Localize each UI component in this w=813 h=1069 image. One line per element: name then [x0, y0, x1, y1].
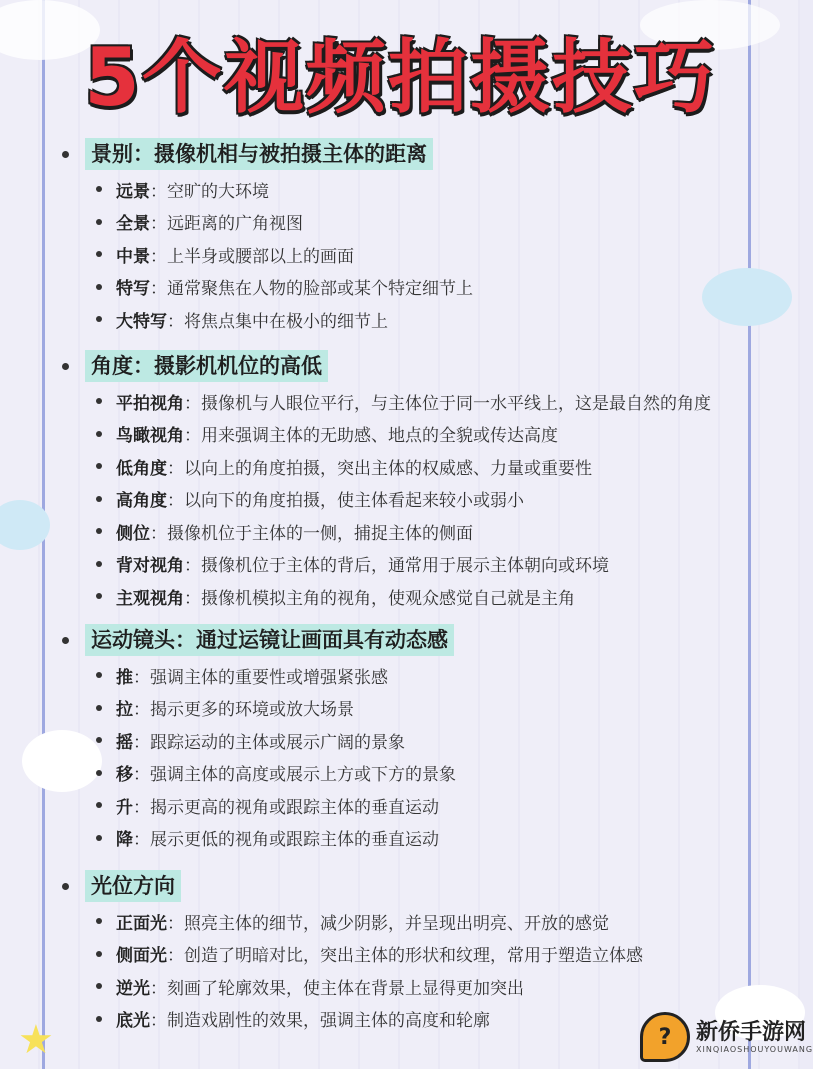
item-term: 推: [116, 667, 133, 688]
item-separator: ：: [133, 732, 150, 753]
item-separator: ：: [133, 830, 150, 850]
item-description: 通常聚焦在人物的脸部或某个特定细节上: [167, 279, 473, 299]
item-separator: ：: [167, 913, 184, 934]
item-separator: ：: [150, 279, 167, 299]
list-item: [96, 693, 756, 723]
item-text: [116, 421, 756, 446]
item-description: 摄像机与人眼位平行，与主体位于同一水平线上，这是最自然的角度: [201, 393, 711, 414]
page-title: 5个视频拍摄技巧: [84, 31, 716, 124]
bullet-icon: [62, 363, 69, 370]
item-term: 低角度: [116, 458, 167, 479]
bullet-icon: [96, 1016, 102, 1022]
bullet-icon: [96, 496, 102, 502]
bullet-icon: [96, 835, 102, 841]
bullet-icon: [96, 463, 102, 469]
list-item: [96, 939, 756, 969]
item-description: 刻画了轮廓效果，使主体在背景上显得更加突出: [167, 978, 524, 999]
item-description: 摄像机位于主体的背后，通常用于展示主体朝向或环境: [201, 556, 609, 576]
item-separator: ：: [150, 214, 167, 234]
item-text: [116, 389, 756, 414]
item-description: 空旷的大环境: [167, 181, 269, 202]
item-text: [116, 760, 756, 785]
item-text: [116, 486, 756, 511]
list-item: [96, 207, 756, 237]
item-text: [116, 454, 756, 479]
item-separator: ：: [150, 523, 167, 544]
item-term: 鸟瞰视角: [116, 426, 184, 446]
item-separator: ：: [184, 426, 201, 446]
item-description: 制造戏剧性的效果，强调主体的高度和轮廓: [167, 1011, 490, 1031]
list-item: [96, 272, 756, 302]
list-item: [96, 304, 756, 334]
item-description: 用来强调主体的无助感、地点的全貌或传达高度: [201, 426, 558, 446]
list-item: [96, 581, 756, 611]
logo-subtitle: XINQIAOSHOUYOUWANG: [696, 1044, 813, 1054]
bullet-icon: [62, 637, 69, 644]
item-term: 摇: [116, 732, 133, 753]
section-heading: [62, 622, 454, 658]
item-text: [116, 519, 756, 544]
item-text: [116, 274, 756, 299]
item-separator: ：: [184, 556, 201, 576]
bullet-icon: [96, 770, 102, 776]
item-separator: ：: [133, 700, 150, 720]
section-title: 运动镜头：通过运镜让画面具有动态感: [85, 624, 454, 656]
section-title: 景别：摄像机相与被拍摄主体的距离: [85, 138, 433, 170]
bullet-icon: [96, 593, 102, 599]
item-separator: ：: [133, 797, 150, 818]
item-separator: ：: [184, 588, 201, 609]
item-text: [116, 825, 756, 850]
item-term: 高角度: [116, 491, 167, 511]
list-item: [96, 906, 756, 936]
list-item: [96, 516, 756, 546]
list-item: [96, 660, 756, 690]
section-heading: [62, 868, 181, 904]
item-text: [116, 728, 756, 753]
item-separator: ：: [167, 491, 184, 511]
item-text: [116, 584, 756, 609]
bullet-icon: [96, 561, 102, 567]
item-text: [116, 909, 756, 934]
list-item: [96, 971, 756, 1001]
item-term: 大特写: [116, 311, 167, 332]
list-item: [96, 239, 756, 269]
list-item: [96, 386, 756, 416]
item-term: 移: [116, 765, 133, 785]
bullet-icon: [96, 219, 102, 225]
item-term: 主观视角: [116, 588, 184, 609]
bullet-icon: [62, 883, 69, 890]
item-term: 逆光: [116, 978, 150, 999]
list-item: [96, 484, 756, 514]
bullet-icon: [96, 672, 102, 678]
item-text: [116, 177, 756, 202]
item-separator: ：: [167, 946, 184, 966]
item-text: [116, 695, 756, 720]
cloud-decoration: [22, 730, 102, 792]
item-description: 以向下的角度拍摄，使主体看起来较小或弱小: [184, 491, 524, 511]
item-description: 揭示更高的视角或跟踪主体的垂直运动: [150, 797, 439, 818]
list-item: [96, 823, 756, 853]
bullet-icon: [96, 316, 102, 322]
item-term: 降: [116, 830, 133, 850]
bullet-icon: [96, 431, 102, 437]
list-item: [96, 174, 756, 204]
item-description: 照亮主体的细节，减少阴影，并呈现出明亮、开放的感觉: [184, 913, 609, 934]
item-term: 升: [116, 797, 133, 818]
item-term: 中景: [116, 246, 150, 267]
list-item: [96, 790, 756, 820]
section-title: 角度：摄影机机位的高低: [85, 350, 328, 382]
item-term: 正面光: [116, 913, 167, 934]
bullet-icon: [62, 151, 69, 158]
star-icon: ★: [18, 1017, 54, 1063]
item-text: [116, 242, 756, 267]
section-title: 光位方向: [85, 870, 181, 902]
item-description: 以向上的角度拍摄，突出主体的权威感、力量或重要性: [184, 458, 592, 479]
item-description: 创造了明暗对比，突出主体的形状和纹理，常用于塑造立体感: [184, 946, 643, 966]
list-item: [96, 451, 756, 481]
bullet-icon: [96, 737, 102, 743]
logo-text: [696, 1021, 813, 1054]
bullet-icon: [96, 528, 102, 534]
item-separator: ：: [133, 765, 150, 785]
list-item: [96, 549, 756, 579]
item-text: [116, 209, 756, 234]
item-description: 摄像机位于主体的一侧，捕捉主体的侧面: [167, 523, 473, 544]
item-separator: ：: [167, 458, 184, 479]
item-text: [116, 307, 756, 332]
item-description: 揭示更多的环境或放大场景: [150, 700, 354, 720]
item-term: 平拍视角: [116, 393, 184, 414]
item-text: [116, 663, 756, 688]
bullet-icon: [96, 186, 102, 192]
item-term: 全景: [116, 214, 150, 234]
bullet-icon: [96, 398, 102, 404]
bullet-icon: [96, 951, 102, 957]
list-item: [96, 758, 756, 788]
item-term: 底光: [116, 1011, 150, 1031]
bullet-icon: [96, 251, 102, 257]
item-description: 跟踪运动的主体或展示广阔的景象: [150, 732, 405, 753]
item-term: 侧面光: [116, 946, 167, 966]
item-text: [116, 941, 756, 966]
bullet-icon: [96, 284, 102, 290]
bullet-icon: [96, 705, 102, 711]
item-text: [116, 974, 756, 999]
logo-icon: ?: [640, 1012, 690, 1062]
list-item: [96, 419, 756, 449]
item-term: 拉: [116, 700, 133, 720]
site-logo[interactable]: [640, 1012, 813, 1062]
item-separator: ：: [150, 246, 167, 267]
item-description: 强调主体的重要性或增强紧张感: [150, 667, 388, 688]
item-separator: ：: [133, 667, 150, 688]
item-term: 远景: [116, 181, 150, 202]
item-description: 强调主体的高度或展示上方或下方的景象: [150, 765, 456, 785]
item-separator: ：: [150, 1011, 167, 1031]
item-separator: ：: [167, 311, 184, 332]
item-term: 背对视角: [116, 556, 184, 576]
item-description: 将焦点集中在极小的细节上: [184, 311, 388, 332]
logo-name: 新侨手游网: [696, 1019, 807, 1045]
item-separator: ：: [150, 181, 167, 202]
item-description: 展示更低的视角或跟踪主体的垂直运动: [150, 830, 439, 850]
item-description: 远距离的广角视图: [167, 214, 303, 234]
item-description: 上半身或腰部以上的画面: [167, 246, 354, 267]
bullet-icon: [96, 802, 102, 808]
bullet-icon: [96, 918, 102, 924]
item-separator: ：: [184, 393, 201, 414]
item-term: 侧位: [116, 523, 150, 544]
section-heading: [62, 136, 433, 172]
list-item: [96, 725, 756, 755]
item-text: [116, 793, 756, 818]
item-text: [116, 551, 756, 576]
item-description: 摄像机模拟主角的视角，使观众感觉自己就是主角: [201, 588, 575, 609]
item-separator: ：: [150, 978, 167, 999]
bullet-icon: [96, 983, 102, 989]
item-term: 特写: [116, 279, 150, 299]
section-heading: [62, 348, 328, 384]
